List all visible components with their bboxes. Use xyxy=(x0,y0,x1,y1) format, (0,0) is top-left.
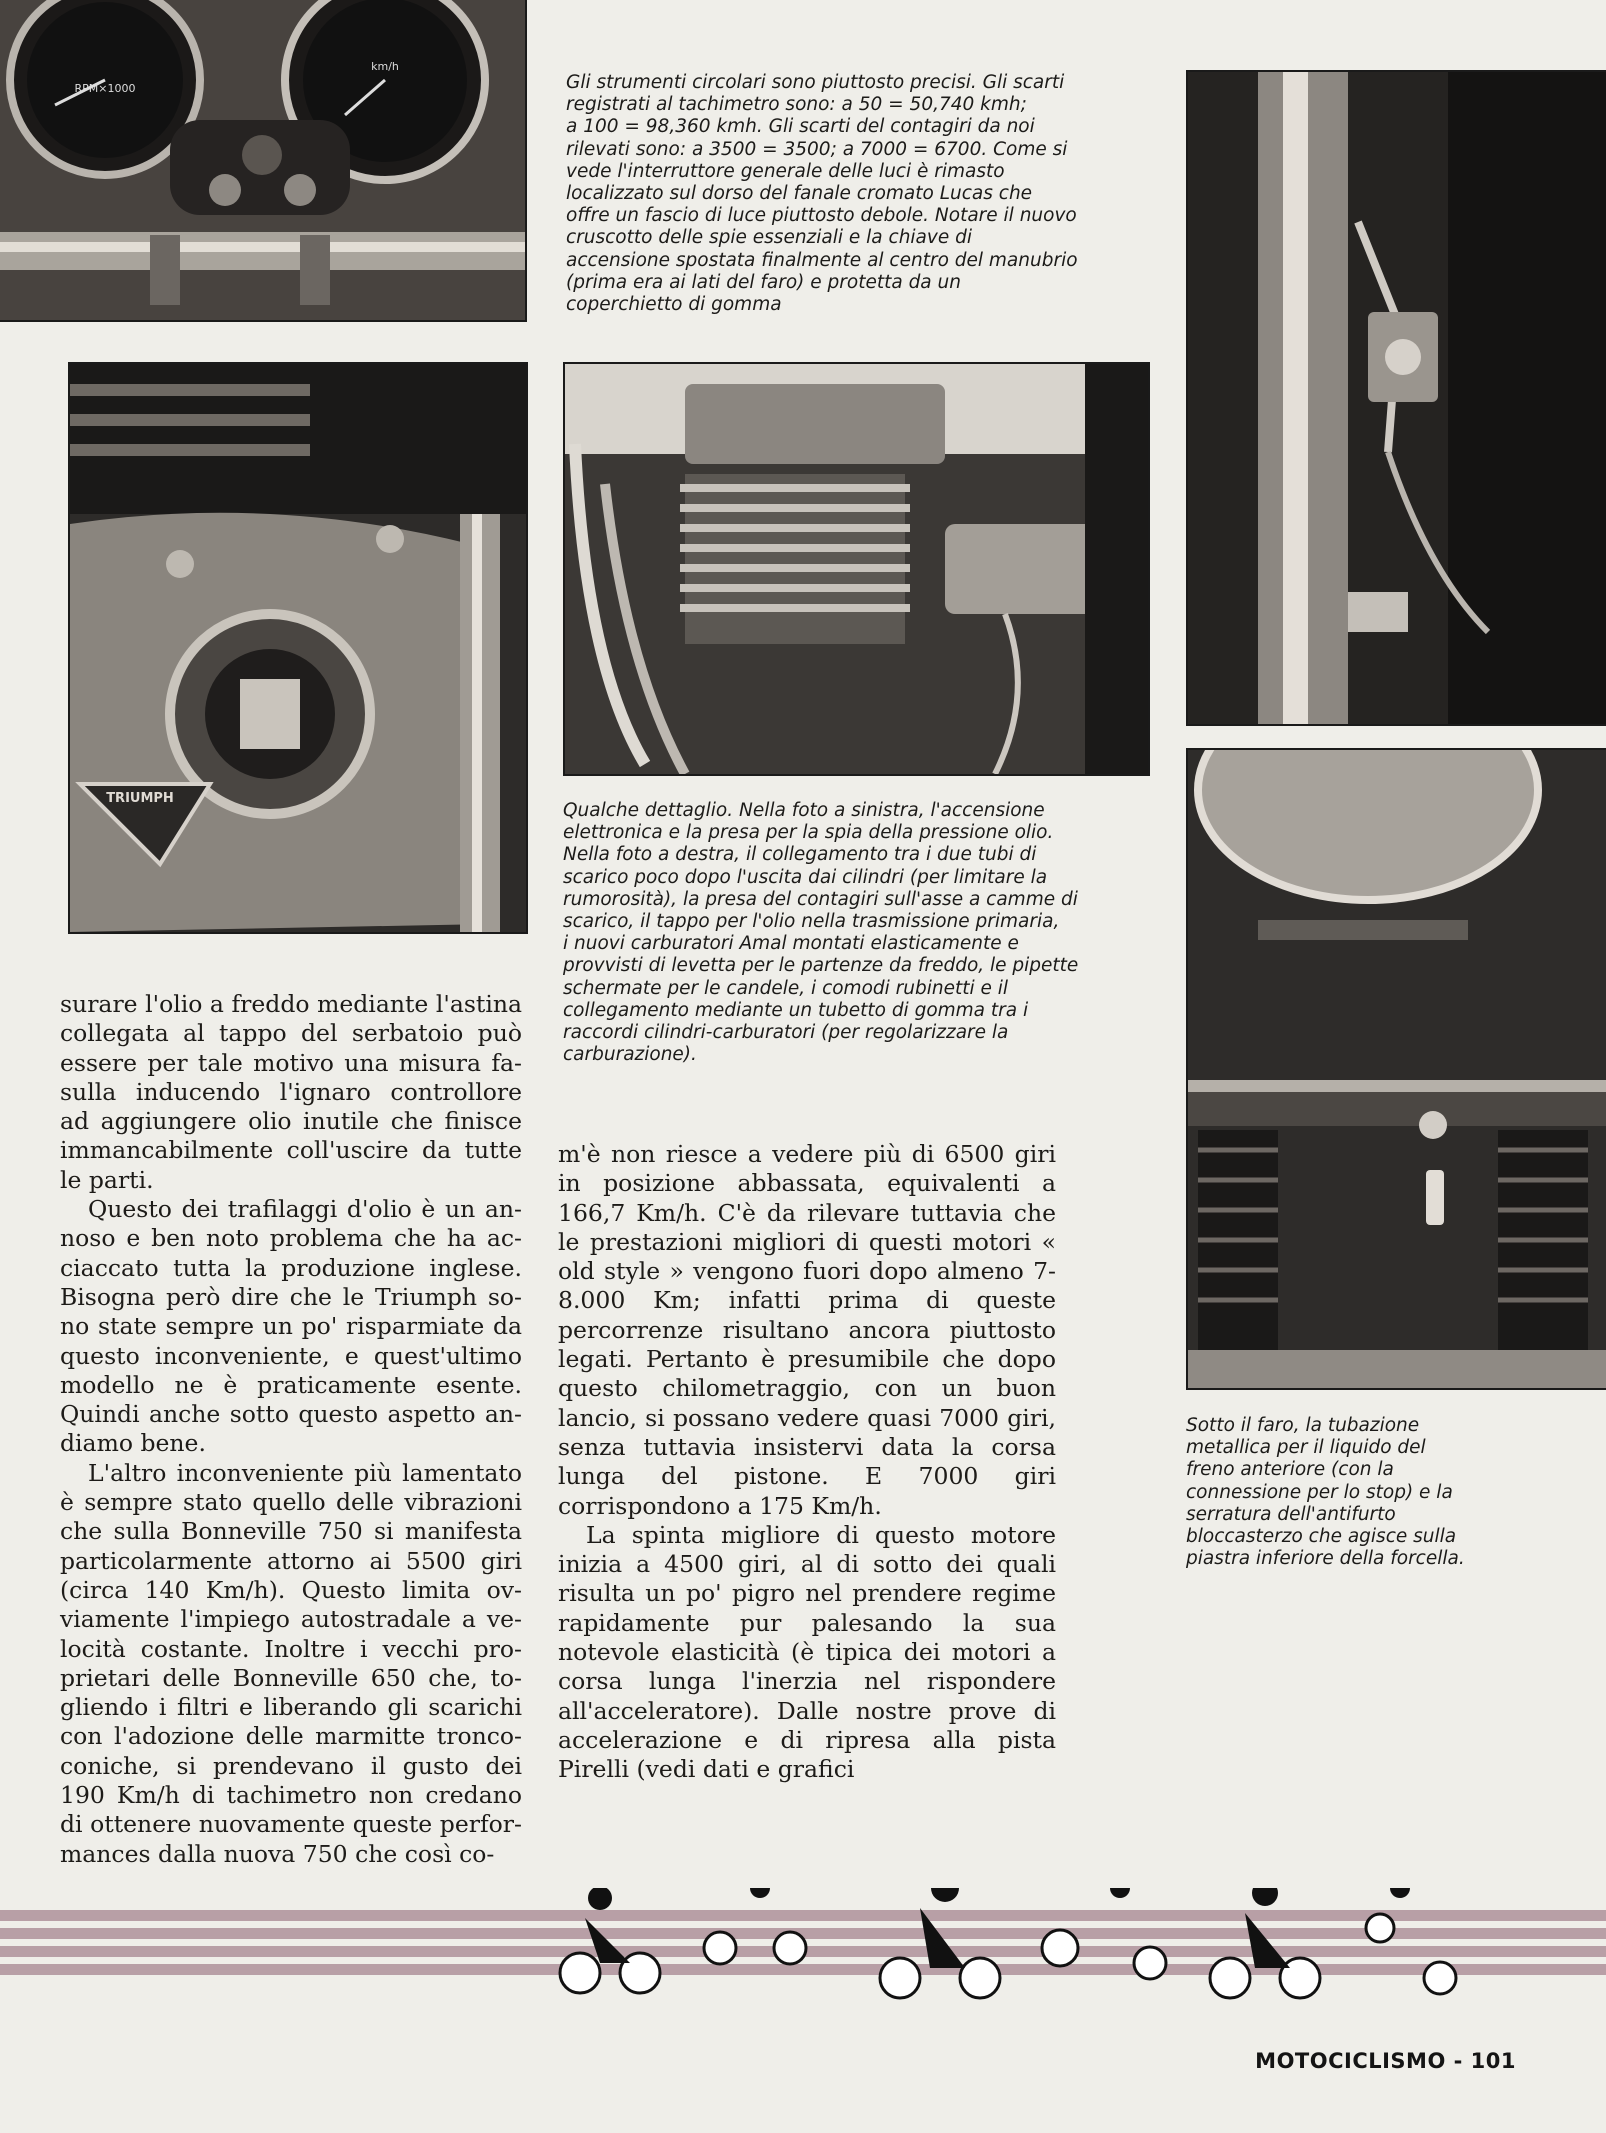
photo-instruments xyxy=(0,0,527,322)
footer-separator: - xyxy=(1453,2049,1471,2073)
triumph-badge: TRIUMPH xyxy=(106,791,174,806)
caption-details: Qualche dettaglio. Nella foto a sinistra, l'accensione elettronica e la presa per la spia della pressione olio. Nella foto a destra, il collegamento tra i due tubi di scarico poco dopo l'uscita dai cilindri (per limitare la rumorosità), la presa del contagiri sull'asse a camme di scarico, il tappo per l'olio nella trasmissione primaria, i nuovi carburatori Amal montati elasticamente e provvisti di levetta per le partenze da freddo, le pipette schermate per le candele, i comodi rubinetti e il collegamento mediante un tubetto di gomma tra i raccordi cilindri-carburatori (per regolarizzare la carburazione). xyxy=(563,800,1079,1066)
ignition-image xyxy=(70,364,526,932)
paragraph: surare l'olio a freddo mediante l'astina collegata al tappo del serbatoio può essere per tale motivo una misura fasulla inducendo l'ignaro controllore ad aggiungere olio inutile che finisce immancabilmente coll'uscire da tutte le parti. xyxy=(60,990,522,1194)
paragraph: La spinta migliore di questo motore inizia a 4500 giri, al di sotto dei quali risulta un po' pigro nel prendere regime rapidamente pur palesando la sua notevole elasticità (è tipica dei motori a corsa lunga l'inerzia nel rispondere all'acceleratore). Dalle nostre prove di accelerazione e di ripresa alla pista Pirelli (vedi dati e grafici xyxy=(558,1520,1056,1784)
fork-image xyxy=(1188,72,1606,724)
instruments-image xyxy=(0,0,525,320)
photo-ignition xyxy=(68,362,528,934)
engine-image xyxy=(565,364,1148,774)
speedo-label: km/h xyxy=(371,60,399,73)
motorcyclists-illustration xyxy=(0,1888,1606,2000)
tach-label: RPM×1000 xyxy=(74,82,136,95)
headlight-image xyxy=(1188,750,1606,1388)
paragraph: L'altro inconveniente più lamentato è sempre stato quello delle vibrazioni che sulla Bonneville 750 si manifesta particolarmente attorno ai 5500 giri (circa 140 Km/h). Questo limita ovviamente l'impiego autostradale a velocità costante. Inoltre i vecchi proprietari delle Bonneville 650 che, togliendo i filtri e liberando gli scarichi con l'adozione delle marmitte troncoconiche, si prendevano il gusto dei 190 Km/h di tachimetro non credano di ottenere nuovamente queste performances dalla nuova 750 che così co- xyxy=(60,1458,522,1868)
page-footer xyxy=(1255,2049,1516,2073)
paragraph: m'è non riesce a vedere più di 6500 giri in posizione abbassata, equivalenti a 166,7 Km/h. C'è da rilevare tuttavia che le prestazioni migliori di questi motori « old style » vengono fuori dopo almeno 7-8.000 Km; infatti prima di queste percorrenze risultano ancora piuttosto legati. Pertanto è presumibile che dopo questo chilometraggio, con un buon lancio, si possano vedere quasi 7000 giri, senza tuttavia insistervi data la corsa lunga del pistone. E 7000 giri corrispondono a 175 Km/h. xyxy=(558,1140,1056,1520)
magazine-name: MOTOCICLISMO xyxy=(1255,2049,1446,2073)
photo-fork xyxy=(1186,70,1606,726)
photo-engine xyxy=(563,362,1150,776)
article-column-mid xyxy=(558,1140,1056,1785)
caption-instruments: Gli strumenti circolari sono piuttosto precisi. Gli scarti registrati al tachimetro sono: a 50 = 50,740 kmh; a 100 = 98,360 kmh. Gli scarti del contagiri da noi rilevati sono: a 3500 = 3500; a 7000 = 6700. Come si vede l'interruttore generale delle luci è rimasto localizzato sul dorso del fanale cromato Lucas che offre un fascio di luce piuttosto debole. Notare il nuovo cruscotto delle spie essenziali e la chiave di accensione spostata finalmente al centro del manubrio (prima era ai lati del faro) e protetta da un coperchietto di gomma xyxy=(566,72,1078,316)
paragraph: Questo dei trafilaggi d'olio è un annoso e ben noto problema che ha acciaccato tutta la produzione inglese. Bisogna però dire che le Triumph sono state sempre un po' risparmiate da questo inconveniente, e quest'ultimo modello ne è praticamente esente. Quindi anche sotto questo aspetto andiamo bene. xyxy=(60,1195,522,1458)
page-number: 101 xyxy=(1470,2049,1516,2073)
caption-headlight: Sotto il faro, la tubazione metallica per il liquido del freno anteriore (con la connessione per lo stop) e la serratura dell'antifurto bloccasterzo che agisce sulla piastra inferiore della forcella. xyxy=(1186,1415,1465,1570)
article-column-left xyxy=(60,990,522,1869)
decorative-banner xyxy=(0,1888,1606,2000)
photo-headlight xyxy=(1186,748,1606,1390)
